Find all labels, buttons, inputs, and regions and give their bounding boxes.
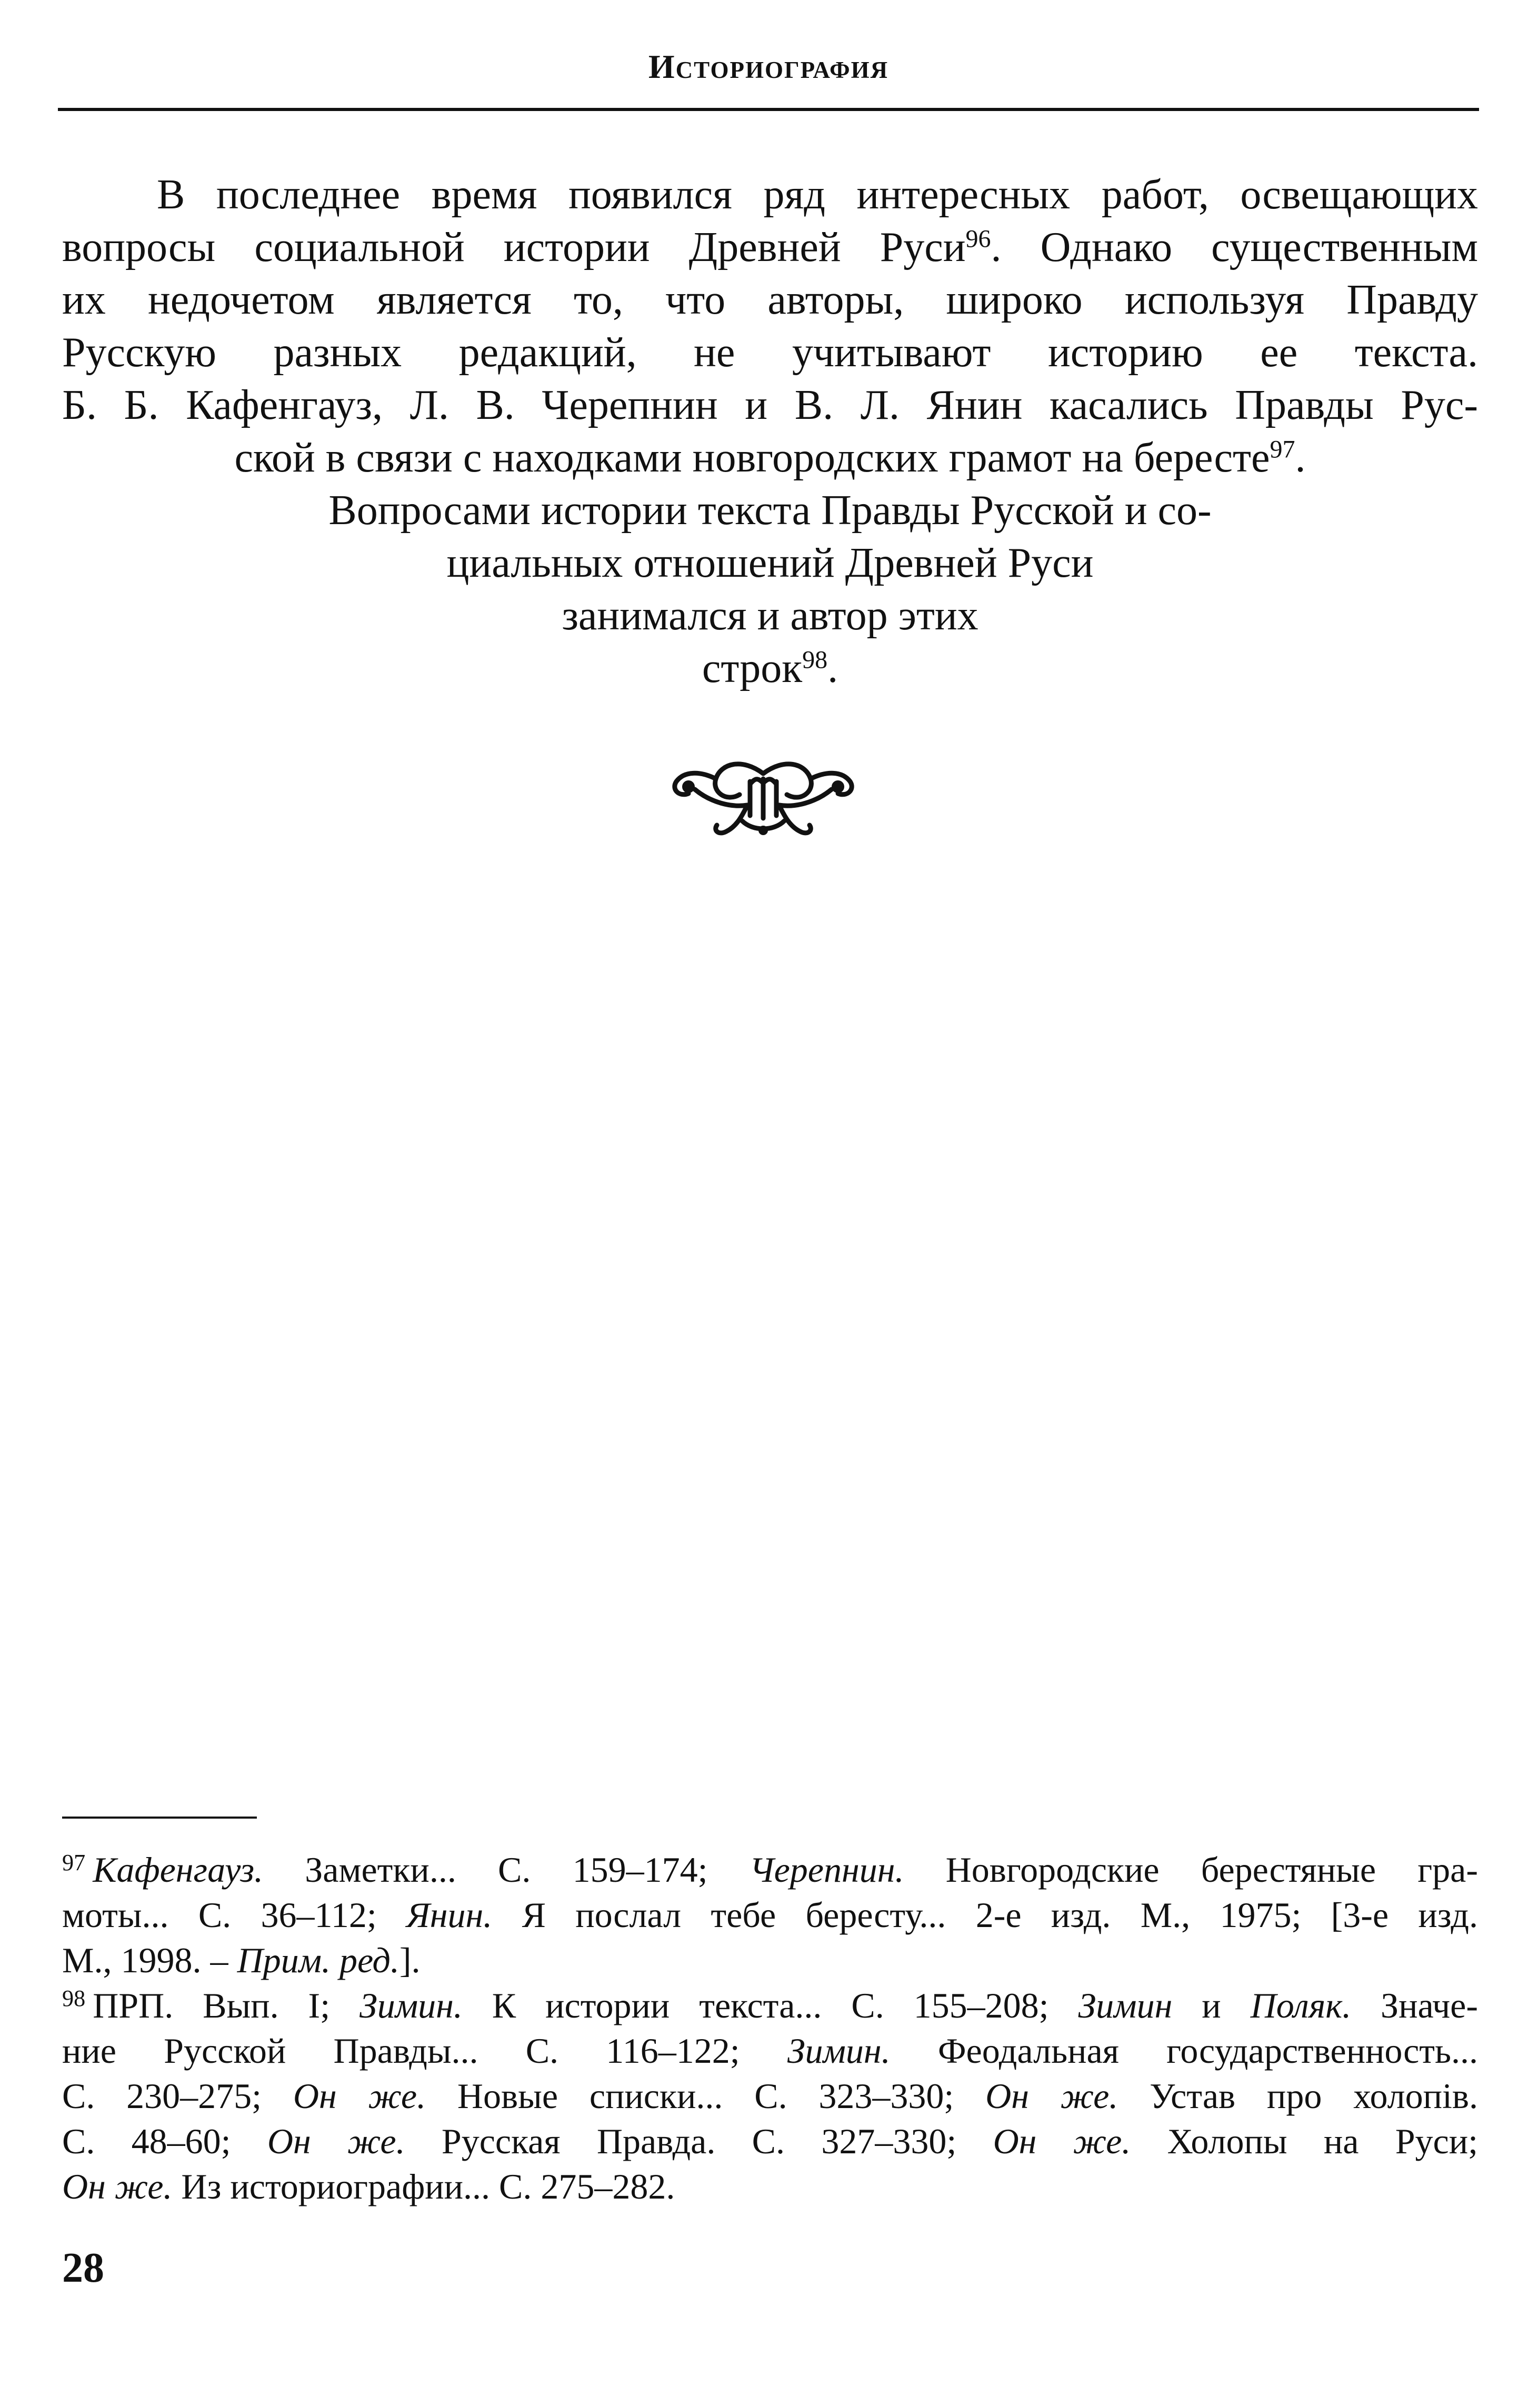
footnote-line xyxy=(62,1938,1478,1983)
body-line xyxy=(62,221,1478,274)
body-text-run: вопросы социальной истории Древней Руси xyxy=(62,224,966,270)
page-number: 28 xyxy=(62,2245,104,2291)
footnote-line xyxy=(62,1983,1478,2028)
footnote-line xyxy=(62,2119,1478,2164)
body-text-run: . Однако существенным xyxy=(991,224,1478,270)
citation-text: С. 230–275; xyxy=(62,2076,293,2116)
body-text-run: Русскую разных редакций, не учитывают историю ее текста. xyxy=(62,329,1478,376)
running-head: Историография xyxy=(648,48,889,85)
body-line-centered xyxy=(62,642,1478,695)
citation-text: ПРП. Вып. I; xyxy=(93,1985,360,2025)
floral-ornament-icon xyxy=(663,752,863,842)
body-line xyxy=(62,326,1478,379)
author-name: Поляк. xyxy=(1250,1985,1352,2025)
citation-text: С. 48–60; xyxy=(62,2121,267,2161)
author-name: Он же. xyxy=(62,2166,173,2206)
author-name: Зимин xyxy=(1078,1985,1173,2025)
body-line xyxy=(62,379,1478,432)
body-text-run: ской в связи с находками новгородских грамот на бересте xyxy=(234,435,1270,481)
citation-text: и xyxy=(1172,1985,1251,2025)
citation-text: Русская Правда. С. 327–330; xyxy=(405,2121,993,2161)
citation-text: Холопы на Руси; xyxy=(1131,2121,1479,2161)
author-name: Он же. xyxy=(293,2076,426,2116)
body-line-centered xyxy=(62,589,1478,642)
footnote-number: 98 xyxy=(62,1985,86,2011)
body-text-run: Б. Б. Кафенгауз, Л. В. Черепнин и В. Л. Янин касались Правды Рус- xyxy=(62,382,1478,428)
citation-text: Значе- xyxy=(1351,1985,1478,2025)
footnote-line xyxy=(62,1847,1478,1892)
author-name: Кафенгауз. xyxy=(93,1850,263,1890)
citation-text: Новгородские берестяные гра- xyxy=(904,1850,1478,1890)
author-name: Черепнин. xyxy=(749,1850,904,1890)
body-line-centered xyxy=(62,432,1478,484)
author-name: Зимин. xyxy=(359,1985,463,2025)
body-text-run: . xyxy=(1295,435,1306,481)
body-text-run: Вопросами истории текста Правды Русской и со- xyxy=(328,487,1212,534)
body-line-centered xyxy=(62,484,1478,537)
footnote-line xyxy=(62,2073,1478,2119)
footnote-separator xyxy=(62,1817,257,1819)
body-text-run: . xyxy=(827,645,838,691)
footnote-ref: 97 xyxy=(1270,435,1295,464)
citation-text: Заметки... С. 159–174; xyxy=(263,1850,750,1890)
body-text-run: их недочетом является то, что авторы, широко используя Правду xyxy=(62,277,1478,323)
author-name: Он же. xyxy=(985,2076,1118,2116)
body-line-centered xyxy=(62,537,1478,589)
body-line xyxy=(62,168,1478,221)
citation-text: М., 1998. – xyxy=(62,1940,237,1980)
footnote-line xyxy=(62,2028,1478,2073)
body-paragraph xyxy=(62,168,1478,695)
footnote-line xyxy=(62,2164,1478,2209)
citation-text: Новые списки... С. 323–330; xyxy=(426,2076,986,2116)
body-line xyxy=(62,274,1478,326)
author-name: Он же. xyxy=(267,2121,405,2161)
header-rule xyxy=(58,108,1479,111)
citation-text: ние Русской Правды... С. 116–122; xyxy=(62,2031,787,2071)
citation-text: моты... С. 36–112; xyxy=(62,1895,407,1935)
citation-text: К истории текста... С. 155–208; xyxy=(462,1985,1078,2025)
footnote-number: 97 xyxy=(62,1849,86,1875)
body-text-run: циальных отношений Древней Руси xyxy=(446,540,1094,586)
author-name: Янин. xyxy=(406,1895,493,1935)
body-text-run: В последнее время появился ряд интересных работ, освещающих xyxy=(157,172,1478,218)
body-text-run: строк xyxy=(702,645,803,691)
author-name: Зимин. xyxy=(787,2031,891,2071)
author-name: Прим. ред. xyxy=(237,1940,400,1980)
citation-text: Из историографии... С. 275–282. xyxy=(172,2166,675,2206)
footnotes xyxy=(62,1847,1478,2209)
citation-text: ]. xyxy=(399,1940,421,1980)
footnote-97 xyxy=(62,1847,1478,1983)
citation-text: Феодальная государственность... xyxy=(890,2031,1478,2071)
citation-text: Я послал тебе бересту... 2-е изд. М., 1975; [3-е изд. xyxy=(492,1895,1478,1935)
author-name: Он же. xyxy=(993,2121,1131,2161)
footnote-ref: 96 xyxy=(965,225,991,253)
footnote-98 xyxy=(62,1983,1478,2209)
footnote-ref: 98 xyxy=(802,646,828,674)
citation-text: Устав про холопів. xyxy=(1118,2076,1478,2116)
body-text-run: занимался и автор этих xyxy=(562,593,978,639)
footnote-line xyxy=(62,1892,1478,1938)
